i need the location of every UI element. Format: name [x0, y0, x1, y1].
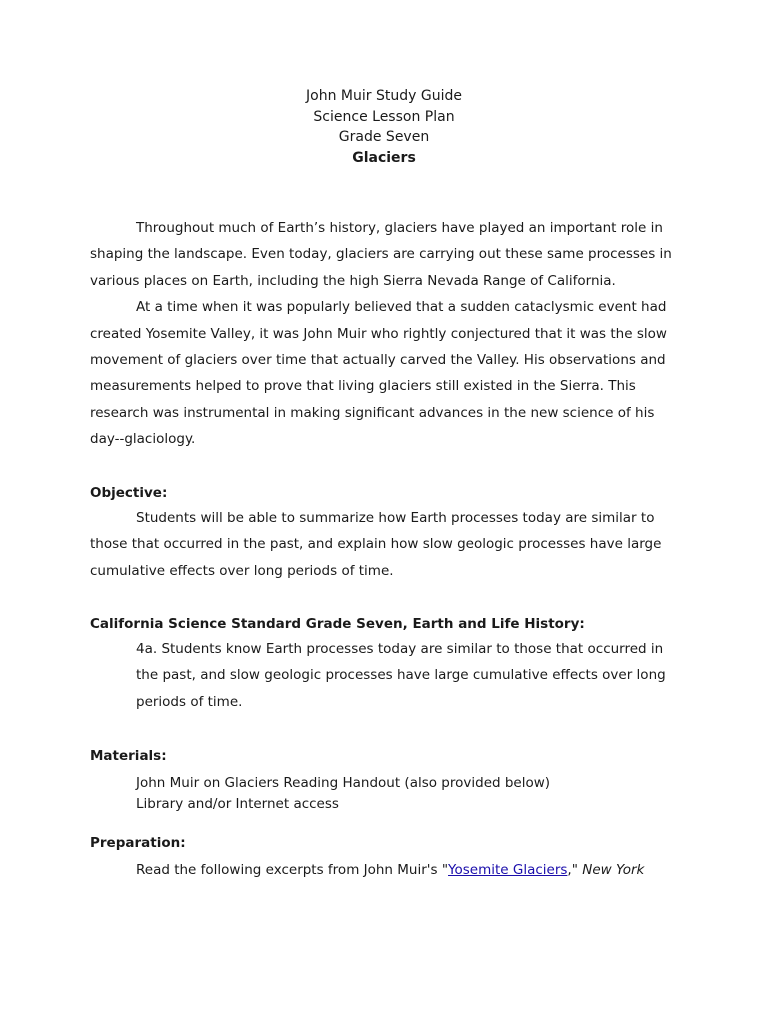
- materials-item: Library and/or Internet access: [136, 795, 339, 812]
- materials-item: John Muir on Glaciers Reading Handout (also provided below): [136, 775, 551, 791]
- objective-section: [90, 505, 680, 584]
- intro-section: [90, 215, 680, 453]
- standard-text: [136, 636, 666, 715]
- header-grade: Grade Seven: [338, 129, 430, 145]
- preparation-text-lead: Read the following excerpts from John Muir's ": [136, 862, 449, 878]
- materials-heading: Materials:: [90, 748, 167, 764]
- document-header: [0, 86, 768, 168]
- header-study-guide: John Muir Study Guide: [306, 88, 462, 104]
- objective-text: Students will be able to summarize how Earth processes today are similar to those that occurred in the past, and explain how slow geologic processes have large cumulative effects over long periods of time.: [90, 510, 662, 579]
- standard-heading: California Science Standard Grade Seven, Earth and Life History:: [90, 616, 585, 632]
- preparation-text: [136, 860, 644, 881]
- standard-line-3: periods of time.: [136, 693, 243, 710]
- yosemite-glaciers-link[interactable]: Yosemite Glaciers: [448, 862, 568, 878]
- intro-paragraph-2: At a time when it was popularly believed that a sudden cataclysmic event had created Yosemite Valley, it was John Muir who rightly conjectured that it was the slow movement of glaciers over time that actually carved the Valley. His observations and measurements helped to prove that living glaciers still existed in the Sierra. This research was instrumental in making significant advances in the new science of his day--glaciology.: [90, 299, 667, 448]
- objective-heading: Objective:: [90, 485, 168, 501]
- preparation-publication: New York: [582, 862, 645, 878]
- materials-list: [136, 773, 550, 814]
- header-lesson-plan: Science Lesson Plan: [313, 108, 455, 125]
- preparation-heading: Preparation:: [90, 835, 186, 851]
- standard-line-2: the past, and slow geologic processes have large cumulative effects over long: [136, 667, 666, 684]
- preparation-text-quote: ,": [567, 862, 583, 878]
- intro-paragraph-1: Throughout much of Earth’s history, glaciers have played an important role in shaping the landscape. Even today, glaciers are carrying out these same processes in various places on Earth, including the high Sierra Nevada Range of California.: [90, 220, 672, 289]
- document-title: Glaciers: [352, 149, 416, 166]
- standard-line-1: 4a. Students know Earth processes today are similar to those that occurred in: [136, 641, 664, 657]
